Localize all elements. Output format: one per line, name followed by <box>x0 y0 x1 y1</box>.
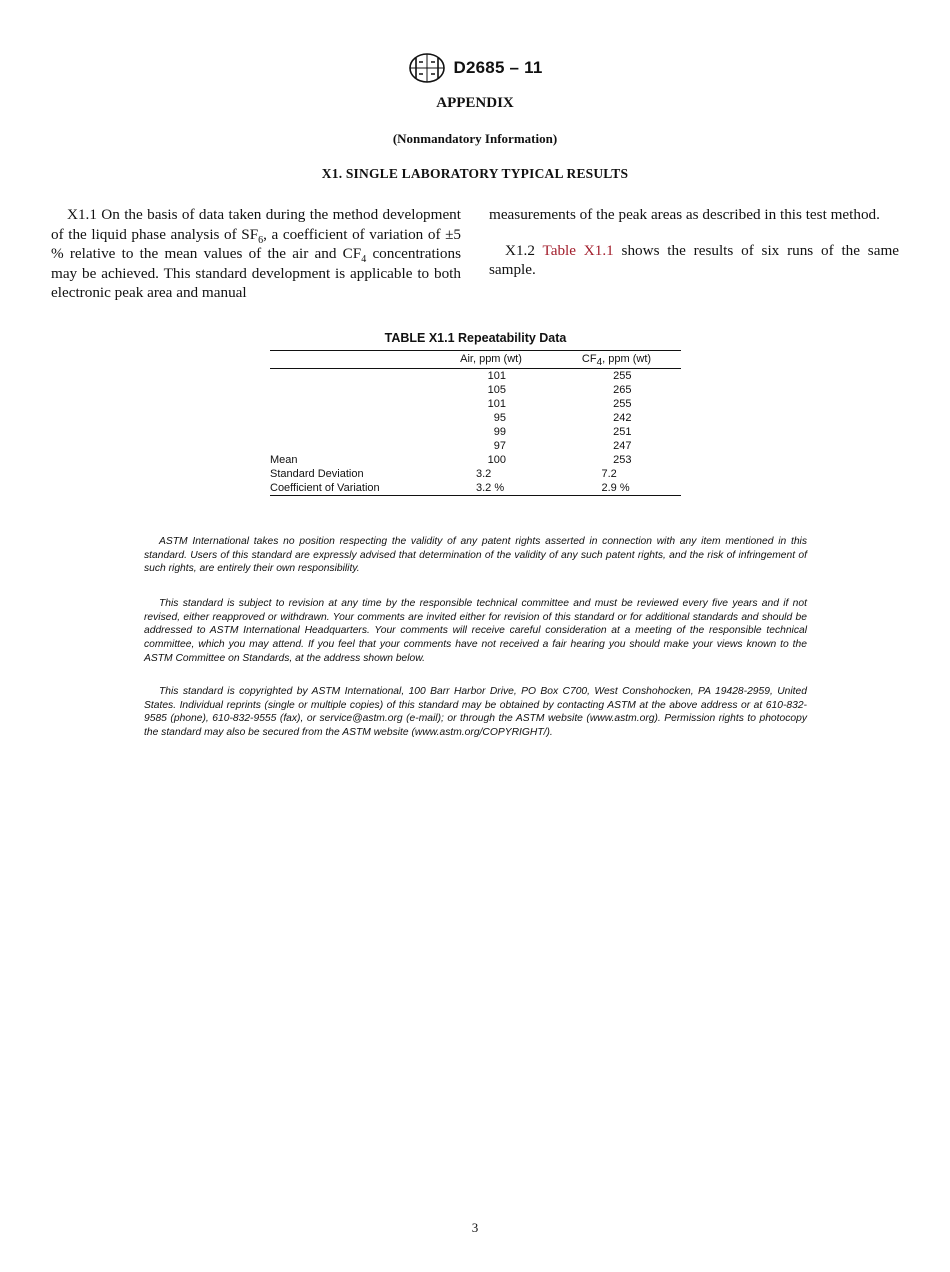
paragraph-x1-2: X1.2 Table X1.1 shows the results of six runs of the same sample. <box>489 241 900 278</box>
right-column <box>489 205 899 296</box>
table-header-row <box>270 351 681 369</box>
table-row: 97 247 <box>493 440 632 452</box>
table-row: 99 251 <box>493 426 632 438</box>
table-header-air: Air, ppm (wt) <box>460 353 522 365</box>
table-row: 95 242 <box>493 412 632 424</box>
copyright-notice: This standard is copyrighted by ASTM International, 100 Barr Harbor Drive, PO Box C700, West Conshohocken, PA 19428-2959, United States. Individual reprints (single or multiple copies) of this standard may be obtained by contacting ASTM at the above address or at 610-832-9585 (phone), 610-832-9555 (fax), or service@astm.org (e-mail); or through the ASTM website (www.astm.org). Permission rights to photocopy the standard may also be secured from the ASTM website (www.astm.org/COPYRIGHT/). <box>144 686 807 739</box>
table-header-blank <box>270 351 430 369</box>
patent-notice: ASTM International takes no position respecting the validity of any patent rights asserted in connection with any item mentioned in this standard. Users of this standard are expressly advised that determination of the validity of any such patent rights, and the risk of infringement of such rights, are entirely their own responsibility. <box>144 536 807 575</box>
table-row: 101 255 <box>487 398 632 410</box>
table-row-coeff-var: Coefficient of Variation 3.2 % 2.9 % <box>270 481 681 496</box>
table-row: 105 265 <box>487 384 632 396</box>
repeatability-table <box>270 331 681 496</box>
section-heading: X1. SINGLE LABORATORY TYPICAL RESULTS <box>321 166 629 181</box>
document-designation: D2685 – 11 <box>453 58 543 77</box>
appendix-title: APPENDIX <box>436 95 514 111</box>
table-x1-1-link[interactable]: Table X1.1 <box>542 241 614 259</box>
table-row: 101 255 <box>487 370 632 382</box>
paragraph-x1-1: X1.1 On the basis of data taken during the method development of the liquid phase analysis of $SF_6$, a coefficient of variation of ±5 % relative to the mean values of the air and $CF_4$ concentrations may be achieved. This standard development is applicable to both electronic peak area and manual <box>51 206 462 301</box>
revision-notice: This standard is subject to revision at any time by the responsible technical committee and must be reviewed every five years and if not revised, either reapproved or withdrawn. Your comments are invited either for revision of this standard or for additional standards and should be addressed to ASTM International Headquarters. Your comments will receive careful consideration at a meeting of the responsible technical committee, which you may attend. If you feel that your comments have not received a fair hearing you should make your views known to the ASTM Committee on Standards, at the address shown below. <box>144 598 807 664</box>
table-row-mean: Mean 100 253 <box>270 454 632 466</box>
astm-logo-icon <box>408 52 446 84</box>
table-header-cf4: $CF_4$, ppm (wt) <box>581 353 652 369</box>
page-number: 3 <box>471 1220 479 1235</box>
paragraph-x1-1-continued: measurements of the peak areas as described in this test method. <box>489 206 880 223</box>
nonmandatory-note: (Nonmandatory Information) <box>392 131 558 146</box>
left-column <box>51 205 461 319</box>
document-header <box>0 52 950 84</box>
table-row-std-dev: Standard Deviation 3.2 7.2 <box>270 468 617 480</box>
table-caption: TABLE X1.1 Repeatability Data <box>384 331 567 345</box>
